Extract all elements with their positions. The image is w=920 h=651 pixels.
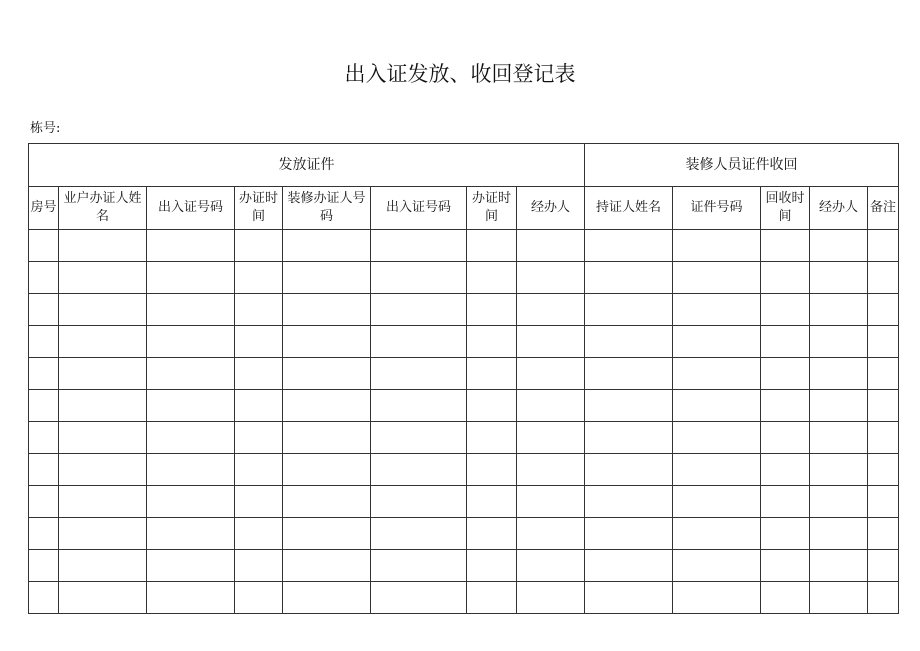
table-cell[interactable]	[761, 422, 810, 454]
header-certificate-number: 证件号码	[673, 187, 761, 230]
table-cell[interactable]	[810, 326, 868, 358]
table-cell[interactable]	[283, 518, 371, 550]
table-cell[interactable]	[29, 550, 59, 582]
table-cell[interactable]	[29, 454, 59, 486]
table-cell[interactable]	[761, 294, 810, 326]
header-room-number: 房号	[29, 187, 59, 230]
table-row	[29, 550, 899, 582]
table-cell[interactable]	[59, 518, 147, 550]
table-cell[interactable]	[59, 422, 147, 454]
table-cell[interactable]	[467, 294, 517, 326]
table-cell[interactable]	[467, 422, 517, 454]
table-cell[interactable]	[283, 326, 371, 358]
table-cell[interactable]	[673, 326, 761, 358]
table-cell[interactable]	[147, 262, 235, 294]
table-cell[interactable]	[517, 262, 585, 294]
table-cell[interactable]	[673, 358, 761, 390]
table-cell[interactable]	[517, 518, 585, 550]
table-cell[interactable]	[147, 422, 235, 454]
table-cell[interactable]	[29, 230, 59, 262]
table-cell[interactable]	[868, 358, 899, 390]
table-cell[interactable]	[761, 582, 810, 614]
header-owner-name: 业户办证人姓名	[59, 187, 147, 230]
table-cell[interactable]	[371, 582, 467, 614]
table-row	[29, 582, 899, 614]
table-row	[29, 390, 899, 422]
table-row	[29, 230, 899, 262]
header-worker-pass-number: 出入证号码	[371, 187, 467, 230]
table-cell[interactable]	[147, 582, 235, 614]
building-number-label: 栋号:	[30, 121, 61, 136]
table-cell[interactable]	[517, 294, 585, 326]
table-cell[interactable]	[810, 486, 868, 518]
table-cell[interactable]	[761, 326, 810, 358]
table-cell[interactable]	[235, 518, 283, 550]
table-cell[interactable]	[283, 294, 371, 326]
table-cell[interactable]	[673, 550, 761, 582]
table-cell[interactable]	[585, 230, 673, 262]
table-cell[interactable]	[467, 326, 517, 358]
table-cell[interactable]	[147, 486, 235, 518]
table-cell[interactable]	[235, 454, 283, 486]
table-row	[29, 486, 899, 518]
table-cell[interactable]	[283, 230, 371, 262]
registration-table	[28, 143, 899, 614]
table-cell[interactable]	[517, 326, 585, 358]
table-cell[interactable]	[673, 518, 761, 550]
table-cell[interactable]	[761, 486, 810, 518]
table-cell[interactable]	[585, 518, 673, 550]
table-cell[interactable]	[761, 230, 810, 262]
table-cell[interactable]	[59, 582, 147, 614]
table-cell[interactable]	[517, 454, 585, 486]
table-cell[interactable]	[371, 358, 467, 390]
group-header-row	[29, 144, 899, 187]
table-cell[interactable]	[235, 390, 283, 422]
table-cell[interactable]	[29, 294, 59, 326]
table-cell[interactable]	[868, 326, 899, 358]
table-cell[interactable]	[147, 390, 235, 422]
table-cell[interactable]	[371, 454, 467, 486]
table-cell[interactable]	[868, 454, 899, 486]
table-cell[interactable]	[810, 294, 868, 326]
table-cell[interactable]	[517, 422, 585, 454]
table-cell[interactable]	[868, 550, 899, 582]
table-cell[interactable]	[283, 358, 371, 390]
table-cell[interactable]	[810, 518, 868, 550]
table-cell[interactable]	[147, 294, 235, 326]
table-cell[interactable]	[868, 518, 899, 550]
header-worker-number: 装修办证人号码	[283, 187, 371, 230]
group-header-return: 装修人员证件收回	[585, 144, 899, 187]
table-cell[interactable]	[147, 454, 235, 486]
table-cell[interactable]	[585, 294, 673, 326]
table-cell[interactable]	[371, 230, 467, 262]
table-cell[interactable]	[235, 262, 283, 294]
table-row	[29, 262, 899, 294]
table-cell[interactable]	[467, 582, 517, 614]
table-cell[interactable]	[585, 582, 673, 614]
table-cell[interactable]	[585, 390, 673, 422]
table-cell[interactable]	[235, 582, 283, 614]
table-cell[interactable]	[761, 390, 810, 422]
table-cell[interactable]	[467, 454, 517, 486]
table-cell[interactable]	[29, 262, 59, 294]
table-row	[29, 326, 899, 358]
header-issue-time: 办证时间	[235, 187, 283, 230]
table-cell[interactable]	[761, 454, 810, 486]
table-cell[interactable]	[585, 454, 673, 486]
table-cell[interactable]	[371, 326, 467, 358]
table-cell[interactable]	[59, 326, 147, 358]
table-cell[interactable]	[868, 390, 899, 422]
table-cell[interactable]	[235, 326, 283, 358]
table-cell[interactable]	[585, 550, 673, 582]
table-cell[interactable]	[29, 390, 59, 422]
table-cell[interactable]	[283, 550, 371, 582]
table-cell[interactable]	[29, 582, 59, 614]
table-cell[interactable]	[517, 230, 585, 262]
header-worker-issue-time: 办证时间	[467, 187, 517, 230]
table-cell[interactable]	[371, 486, 467, 518]
table-cell[interactable]	[517, 582, 585, 614]
table-cell[interactable]	[371, 294, 467, 326]
table-cell[interactable]	[868, 486, 899, 518]
table-cell[interactable]	[283, 486, 371, 518]
header-pass-number: 出入证号码	[147, 187, 235, 230]
table-row	[29, 358, 899, 390]
table-cell[interactable]	[868, 262, 899, 294]
table-cell[interactable]	[235, 550, 283, 582]
table-cell[interactable]	[673, 582, 761, 614]
table-cell[interactable]	[235, 230, 283, 262]
table-cell[interactable]	[59, 262, 147, 294]
table-cell[interactable]	[371, 550, 467, 582]
table-cell[interactable]	[371, 518, 467, 550]
table-cell[interactable]	[810, 582, 868, 614]
table-cell[interactable]	[517, 550, 585, 582]
table-cell[interactable]	[761, 518, 810, 550]
table-cell[interactable]	[59, 358, 147, 390]
table-cell[interactable]	[810, 262, 868, 294]
table-cell[interactable]	[59, 550, 147, 582]
table-cell[interactable]	[810, 550, 868, 582]
table-cell[interactable]	[29, 358, 59, 390]
table-cell[interactable]	[810, 358, 868, 390]
header-return-handler: 经办人	[810, 187, 868, 230]
table-cell[interactable]	[147, 518, 235, 550]
table-cell[interactable]	[673, 454, 761, 486]
table-cell[interactable]	[283, 422, 371, 454]
table-cell[interactable]	[517, 358, 585, 390]
header-holder-name: 持证人姓名	[585, 187, 673, 230]
table-cell[interactable]	[761, 262, 810, 294]
column-header-row	[29, 187, 899, 230]
table-cell[interactable]	[235, 422, 283, 454]
header-issue-handler: 经办人	[517, 187, 585, 230]
table-cell[interactable]	[673, 230, 761, 262]
table-cell[interactable]	[761, 550, 810, 582]
table-cell[interactable]	[585, 358, 673, 390]
form-title: 出入证发放、收回登记表	[344, 62, 576, 86]
table-cell[interactable]	[371, 422, 467, 454]
table-cell[interactable]	[810, 230, 868, 262]
table-cell[interactable]	[467, 486, 517, 518]
table-cell[interactable]	[517, 486, 585, 518]
table-cell[interactable]	[673, 294, 761, 326]
table-cell[interactable]	[59, 486, 147, 518]
table-cell[interactable]	[59, 390, 147, 422]
table-cell[interactable]	[585, 262, 673, 294]
table-cell[interactable]	[235, 294, 283, 326]
table-row	[29, 422, 899, 454]
table-cell[interactable]	[29, 518, 59, 550]
table-cell[interactable]	[59, 294, 147, 326]
table-cell[interactable]	[810, 454, 868, 486]
table-cell[interactable]	[868, 294, 899, 326]
table-cell[interactable]	[147, 358, 235, 390]
table-cell[interactable]	[147, 230, 235, 262]
table-cell[interactable]	[673, 390, 761, 422]
table-cell[interactable]	[467, 358, 517, 390]
table-cell[interactable]	[29, 486, 59, 518]
table-cell[interactable]	[467, 550, 517, 582]
table-row	[29, 518, 899, 550]
table-cell[interactable]	[467, 390, 517, 422]
table-cell[interactable]	[29, 422, 59, 454]
table-cell[interactable]	[467, 262, 517, 294]
table-cell[interactable]	[59, 454, 147, 486]
table-cell[interactable]	[283, 454, 371, 486]
table-cell[interactable]	[585, 422, 673, 454]
table-cell[interactable]	[810, 390, 868, 422]
table-cell[interactable]	[467, 230, 517, 262]
header-return-time: 回收时间	[761, 187, 810, 230]
table-cell[interactable]	[235, 358, 283, 390]
table-cell[interactable]	[761, 358, 810, 390]
table-cell[interactable]	[235, 486, 283, 518]
table-cell[interactable]	[673, 422, 761, 454]
table-cell[interactable]	[585, 326, 673, 358]
table-cell[interactable]	[673, 262, 761, 294]
table-cell[interactable]	[147, 326, 235, 358]
table-cell[interactable]	[868, 422, 899, 454]
table-cell[interactable]	[467, 518, 517, 550]
table-cell[interactable]	[810, 422, 868, 454]
table-cell[interactable]	[59, 230, 147, 262]
table-cell[interactable]	[517, 390, 585, 422]
table-cell[interactable]	[585, 486, 673, 518]
table-cell[interactable]	[673, 486, 761, 518]
table-cell[interactable]	[868, 582, 899, 614]
header-remark: 备注	[868, 187, 899, 230]
table-row	[29, 454, 899, 486]
table-cell[interactable]	[868, 230, 899, 262]
table-cell[interactable]	[283, 582, 371, 614]
table-cell[interactable]	[371, 390, 467, 422]
table-cell[interactable]	[147, 550, 235, 582]
table-row	[29, 294, 899, 326]
table-cell[interactable]	[283, 262, 371, 294]
table-cell[interactable]	[29, 326, 59, 358]
table-cell[interactable]	[371, 262, 467, 294]
table-cell[interactable]	[283, 390, 371, 422]
group-header-issue: 发放证件	[29, 144, 585, 187]
